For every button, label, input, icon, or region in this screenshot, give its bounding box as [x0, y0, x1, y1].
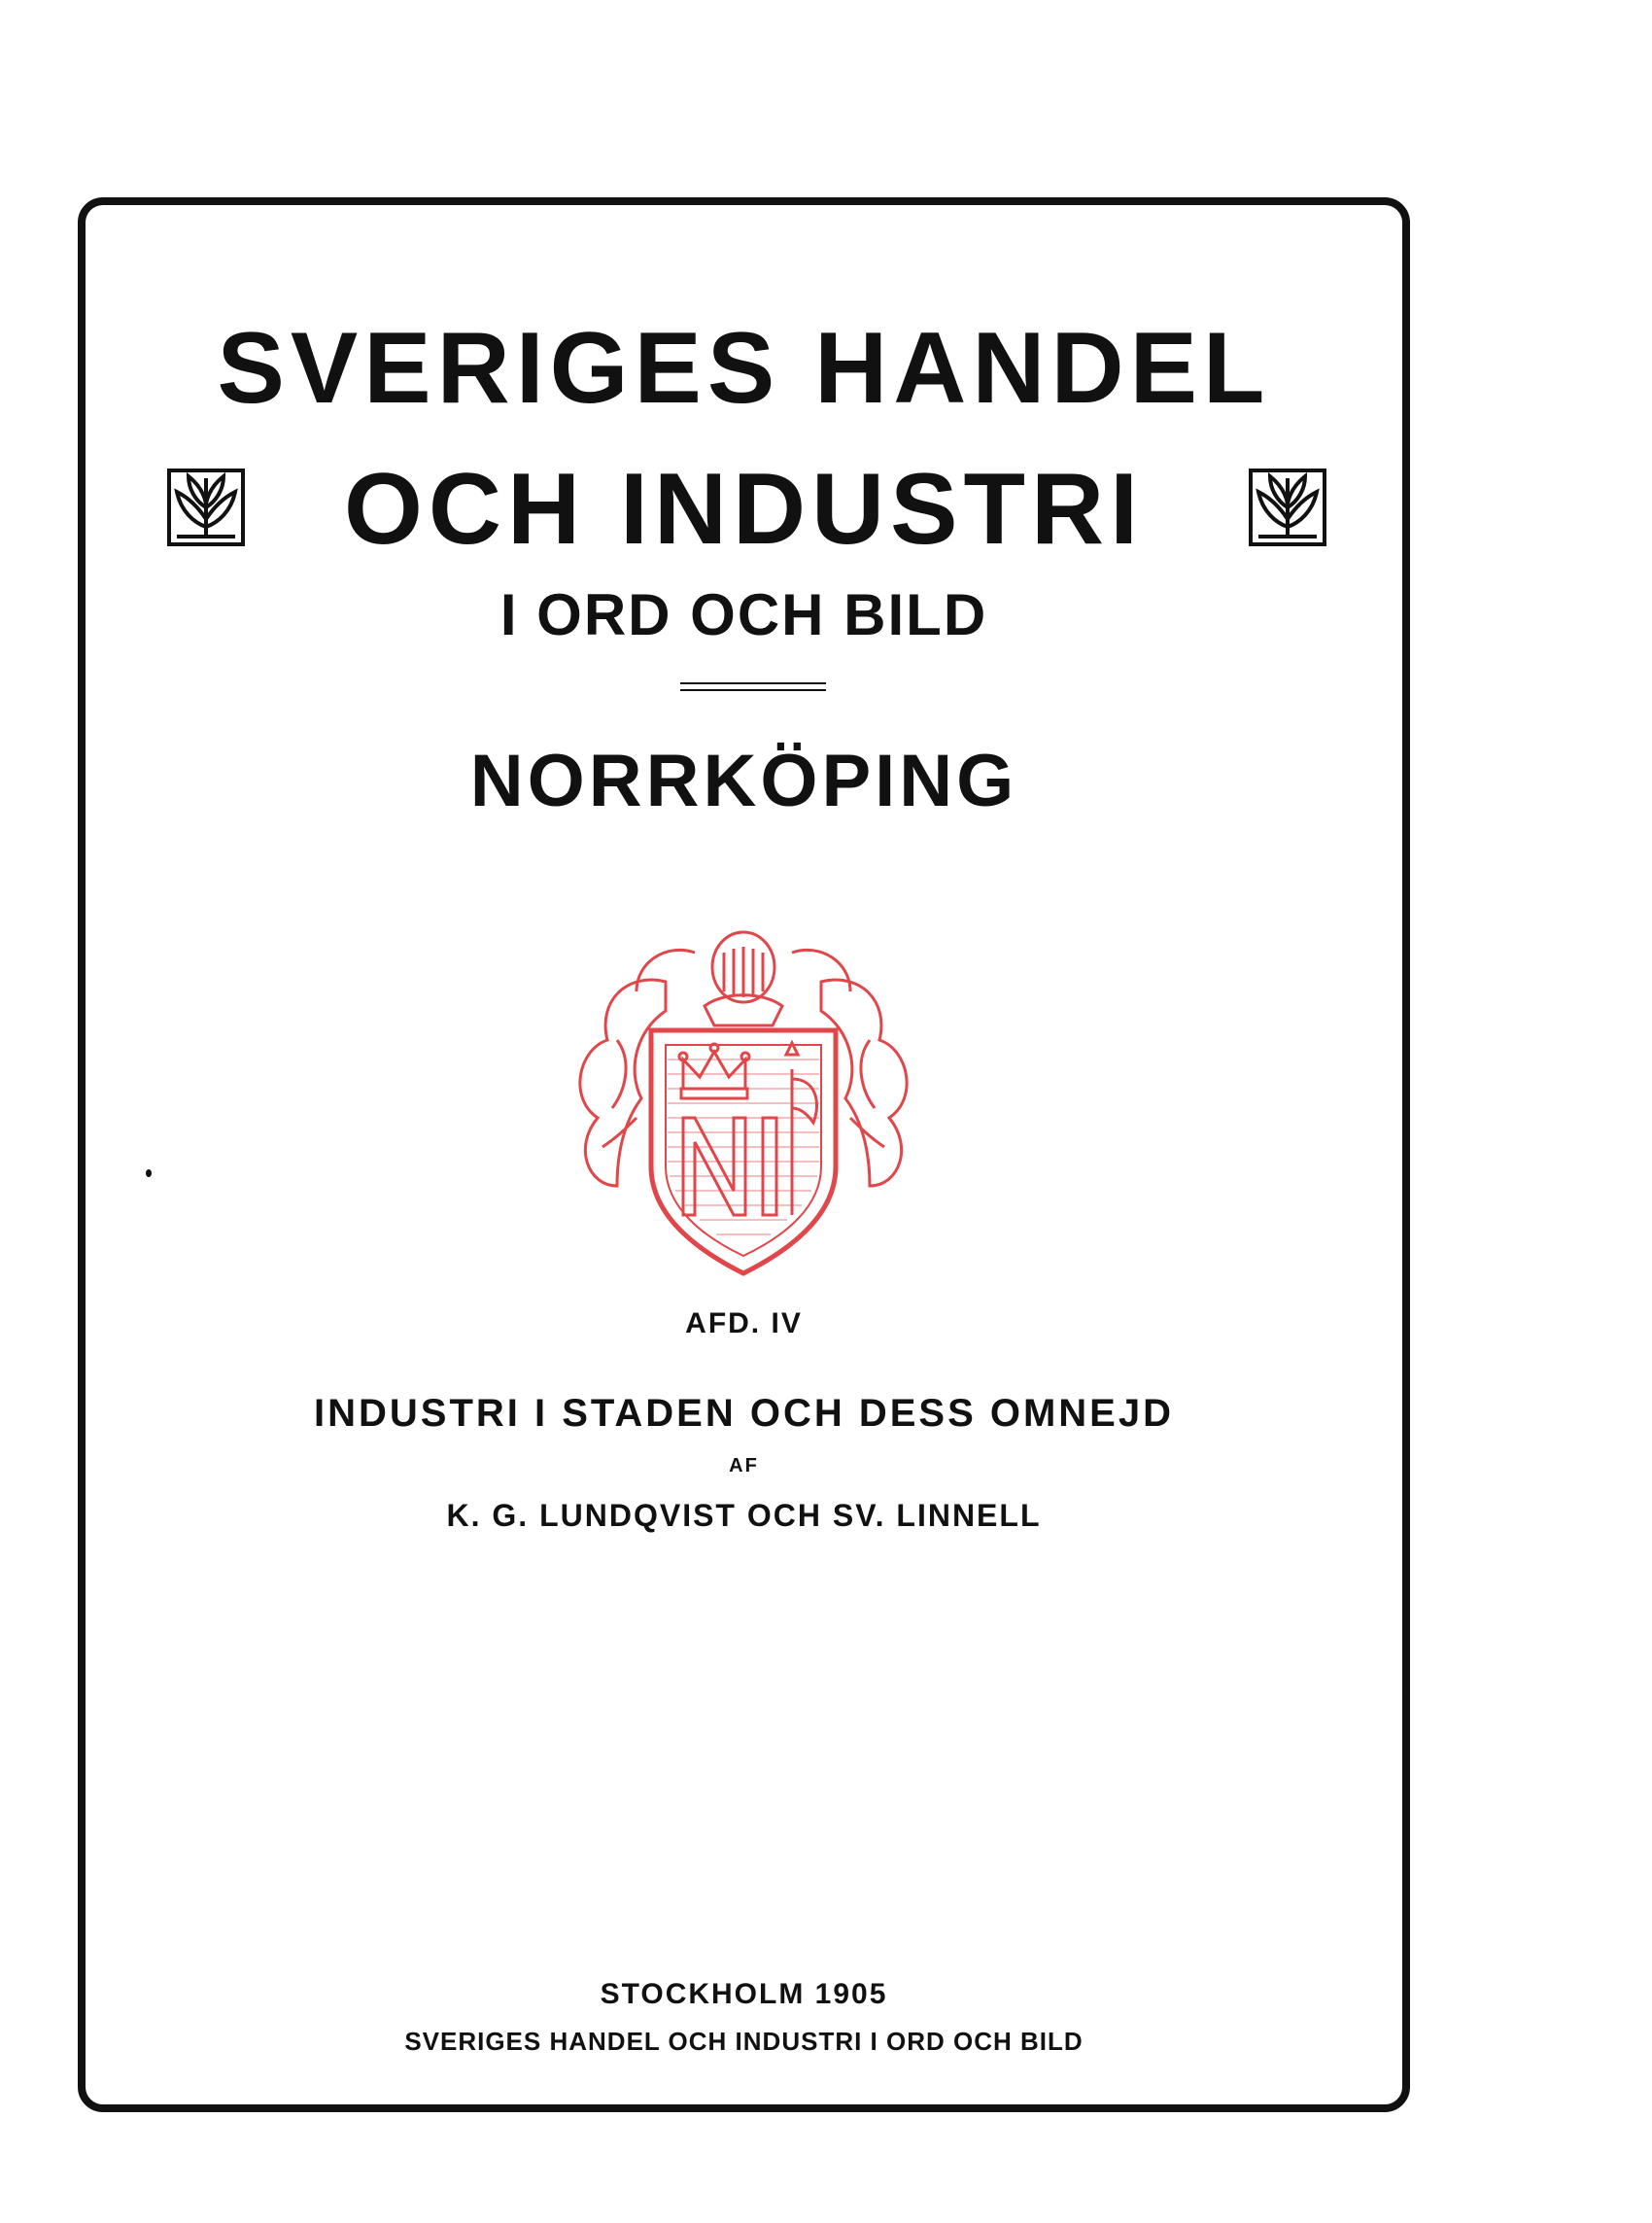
title-line-2: OCH INDUSTRI [343, 453, 1145, 566]
publisher-line: SVERIGES HANDEL OCH INDUSTRI I ORD OCH BILD [404, 2027, 1084, 2056]
double-rule-divider [680, 682, 826, 691]
title-line-3: I ORD OCH BILD [499, 582, 988, 647]
print-speck [146, 1169, 152, 1177]
title-line-1: SVERIGES HANDEL [217, 312, 1271, 425]
by-label: AF [729, 1455, 759, 1476]
subtitle: INDUSTRI I STADEN OCH DESS OMNEJD [314, 1392, 1174, 1435]
authors: K. G. LUNDQVIST OCH SV. LINNELL [446, 1498, 1042, 1533]
part-number: AFD. IV [685, 1307, 803, 1339]
print-speck [1402, 1694, 1406, 1702]
city-title: NORRKÖPING [469, 740, 1018, 822]
norrkoping-coat-of-arms-icon [559, 923, 928, 1283]
imprint-place-year: STOCKHOLM 1905 [600, 1978, 888, 2010]
leaf-ornament-icon [1249, 469, 1326, 546]
